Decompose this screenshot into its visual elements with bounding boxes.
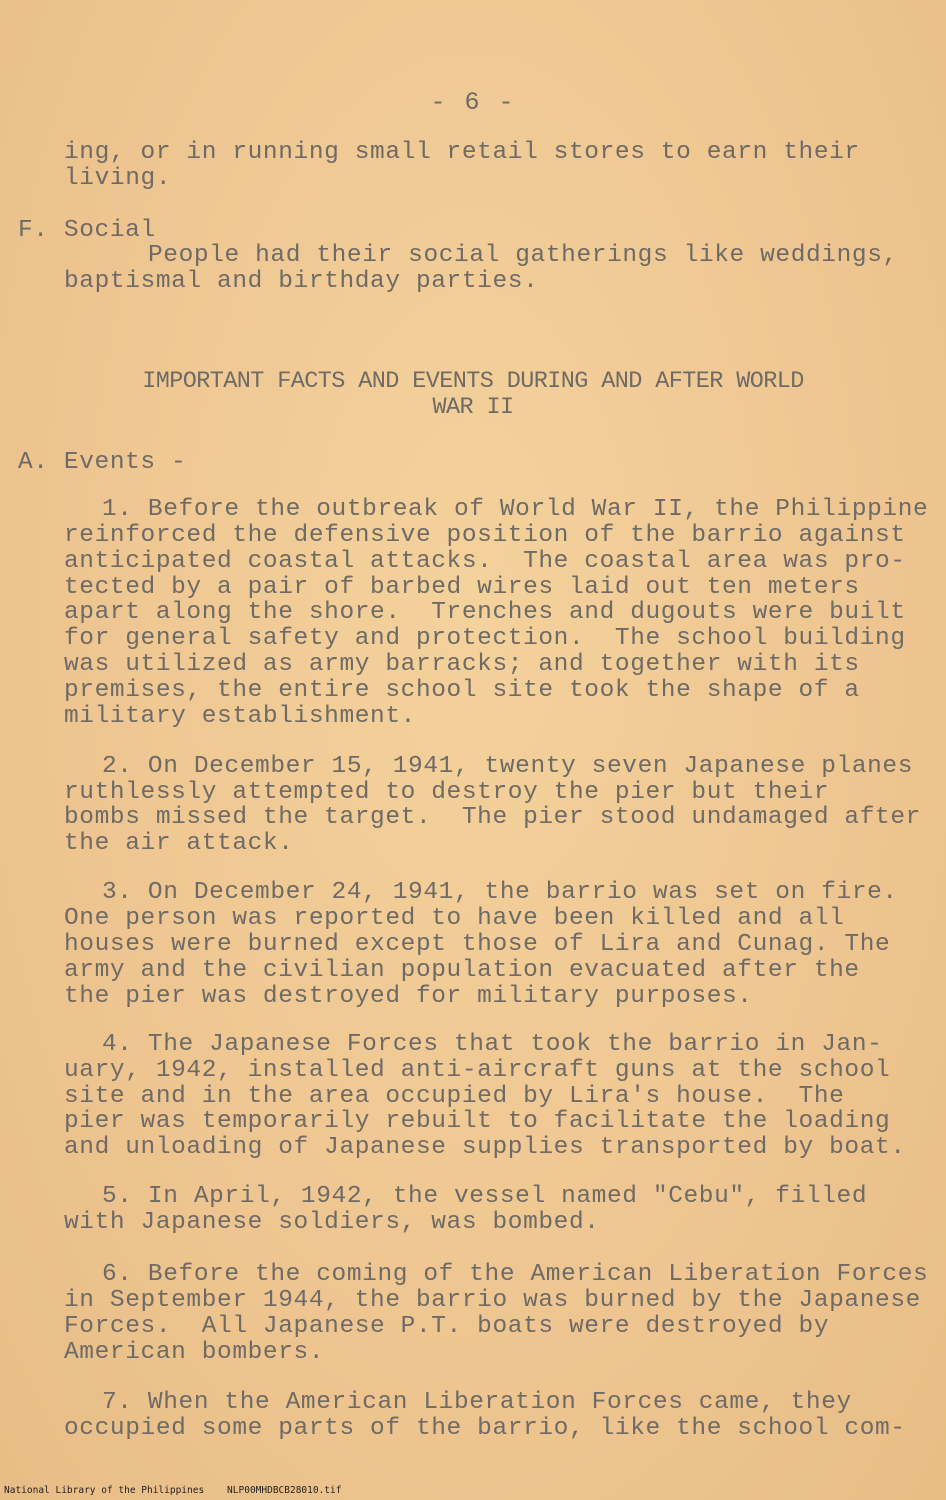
event-line: military establishment. — [64, 703, 416, 730]
event-line: 1. Before the outbreak of World War II, the Philippine — [102, 496, 929, 523]
event-line: 7. When the American Liberation Forces came, they — [102, 1389, 852, 1416]
intro-line: ing, or in running small retail stores to earn their — [64, 139, 860, 166]
event-line: 6. Before the coming of the American Liberation Forces — [102, 1261, 929, 1288]
event-line: bombs missed the target. The pier stood undamaged after — [64, 804, 921, 831]
event-line: anticipated coastal attacks. The coastal area was pro- — [64, 548, 906, 575]
event-line: with Japanese soldiers, was bombed. — [64, 1209, 600, 1236]
social-line: baptismal and birthday parties. — [64, 268, 539, 295]
social-title: F. Social — [18, 217, 156, 244]
intro-line: living. — [64, 165, 172, 192]
event-line: houses were burned except those of Lira and Cunag. The — [64, 931, 891, 958]
event-line: the pier was destroyed for military purposes. — [64, 983, 753, 1010]
event-line: 5. In April, 1942, the vessel named "Cebu", filled — [102, 1183, 868, 1210]
event-line: tected by a pair of barbed wires laid out ten meters — [64, 574, 860, 601]
event-line: reinforced the defensive position of the barrio against — [64, 522, 906, 549]
event-line: pier was temporarily rebuilt to facilitate the loading — [64, 1108, 891, 1135]
event-line: was utilized as army barracks; and together with its — [64, 651, 860, 678]
section-heading: WAR II — [432, 394, 514, 421]
event-line: One person was reported to have been killed and all — [64, 905, 845, 932]
event-line: in September 1944, the barrio was burned by the Japanese — [64, 1287, 921, 1314]
event-line: and unloading of Japanese supplies transported by boat. — [64, 1134, 906, 1161]
event-line: 2. On December 15, 1941, twenty seven Japanese planes — [102, 753, 914, 780]
event-line: 4. The Japanese Forces that took the barrio in Jan- — [102, 1031, 883, 1058]
social-line: People had their social gatherings like weddings, — [148, 242, 898, 269]
event-line: Forces. All Japanese P.T. boats were destroyed by — [64, 1313, 830, 1340]
page-number: - 6 - — [430, 88, 516, 117]
event-line: occupied some parts of the barrio, like the school com- — [64, 1415, 906, 1442]
section-heading: IMPORTANT FACTS AND EVENTS DURING AND AFTER WORLD — [142, 368, 804, 395]
event-line: the air attack. — [64, 830, 294, 857]
event-line: for general safety and protection. The school building — [64, 625, 906, 652]
event-line: army and the civilian population evacuated after the — [64, 957, 860, 984]
event-line: premises, the entire school site took the shape of a — [64, 677, 860, 704]
event-line: apart along the shore. Trenches and dugouts were built — [64, 599, 906, 626]
event-line: American bombers. — [64, 1339, 325, 1366]
event-line: 3. On December 24, 1941, the barrio was set on fire. — [102, 879, 898, 906]
events-title: A. Events - — [18, 449, 187, 476]
event-line: ruthlessly attempted to destroy the pier but their — [64, 779, 830, 806]
archive-footer: National Library of the Philippines NLP00MHDBCB28010.tif — [4, 1485, 342, 1496]
event-line: uary, 1942, installed anti-aircraft guns at the school — [64, 1057, 891, 1084]
event-line: site and in the area occupied by Lira's house. The — [64, 1083, 845, 1110]
